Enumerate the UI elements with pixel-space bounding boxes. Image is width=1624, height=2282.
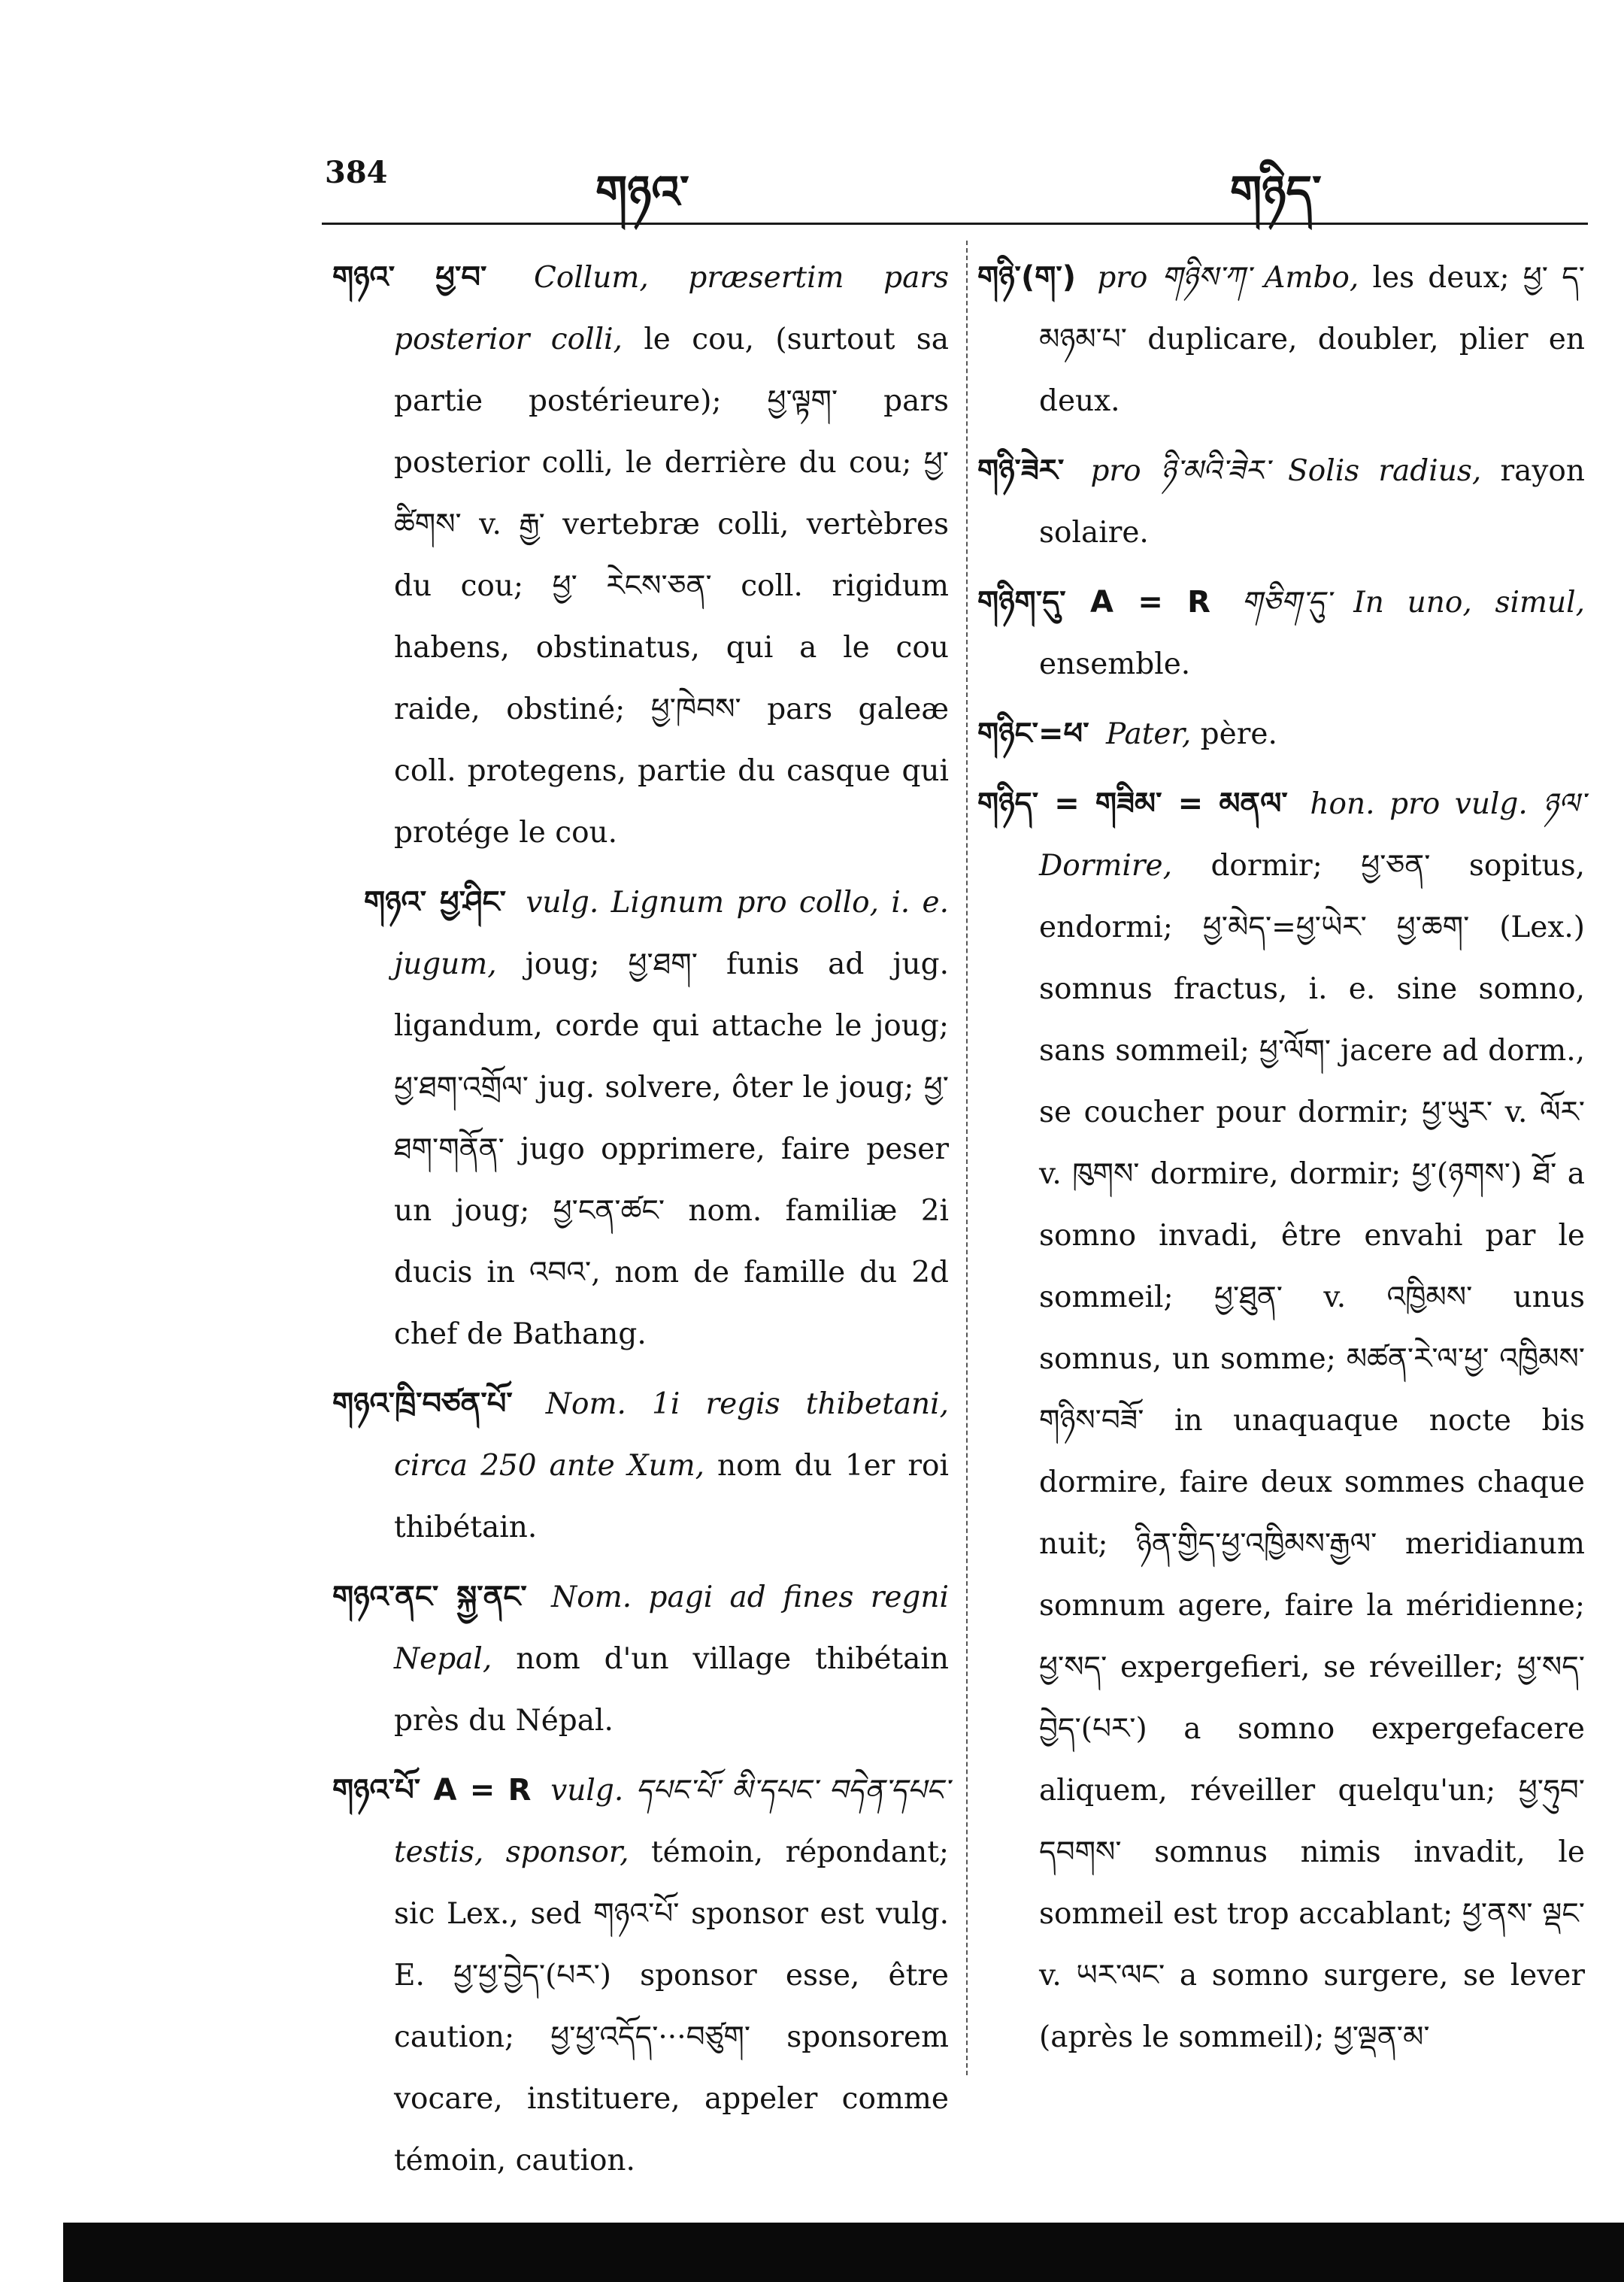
entry-headword: གཉའ་ཁྲི་བཙན་པོ་ — [332, 1386, 513, 1421]
dictionary-entry — [977, 247, 1585, 432]
dictionary-entry — [332, 1566, 949, 1752]
entry-french: le cou, (surtout sa partie postérieure); ཕྱ་ལྟག་ pars posterior colli, le derrière du cou; ཕྱ་ཚིགས་ v. རྒྱ་ vertebræ colli, vertèbres du cou; ཕྱ་ རེངས་ཅན་ coll. rigidum habens, obstinatus, qui a le cou raide, obstiné; ཕྱ་ཁེབས་ pars galeæ coll. protegens, partie du casque qui protége le cou. — [394, 323, 949, 850]
entry-headword: གཉའ་ནང་ སྐྱ་ནང་ — [332, 1580, 527, 1614]
running-head-left: གཉའ་ — [595, 166, 689, 219]
entry-headword: གཉིག་དུ་ A = R — [977, 585, 1210, 620]
right-column — [977, 247, 1585, 2076]
entry-headword: གཉི་(ག་) — [977, 260, 1077, 295]
entry-latin: hon. pro vulg. ཉལ་ Dormire, — [1039, 787, 1586, 883]
entry-headword: གཉའ་པོ་ A = R — [332, 1773, 532, 1808]
entry-headword: གཉའ་ ཕྱ་བ་ — [332, 260, 487, 295]
entry-latin: pro གཉིས་ཀ་ Ambo, — [1097, 261, 1359, 295]
entry-latin: Pater, — [1106, 717, 1192, 751]
column-divider — [966, 241, 968, 2075]
left-column — [332, 247, 949, 2199]
entry-headword: གཉིད་ = གཟིམ་ = མནལ་ — [977, 786, 1288, 821]
scan-footer-band — [63, 2223, 1624, 2282]
dictionary-entry — [332, 247, 949, 864]
page-number: 384 — [325, 155, 388, 190]
header-rule — [322, 223, 1588, 225]
entry-latin: Collum, præsertim pars posterior colli, — [394, 261, 950, 356]
entry-french: témoin, répondant; sic Lex., sed གཉའ་པོ་ sponsor est vulg. E. ཕྱ་ཕྱ་བྱེད་(པར་) sponsor esse, être caution; ཕྱ་ཕྱ་འདོད་···བཙུག་ sponsorem vocare, instituere, appeler comme témoin, caution. — [394, 1835, 950, 2177]
entry-french: nom d'un village thibétain près du Népal. — [394, 1642, 949, 1738]
entry-french: les deux; ཕྱ་ ད་མཉམ་པ་ duplicare, doubler, plier en deux. — [1039, 261, 1585, 418]
entry-latin: Nom. 1i regis thibetani, circa 250 ante Xum, — [394, 1387, 949, 1483]
running-head-right: གཉིད་ — [1230, 166, 1322, 219]
entry-latin: vulg. Lignum pro collo, i. e. jugum, — [394, 886, 949, 981]
entry-latin: Nom. pagi ad fines regni Nepal, — [394, 1580, 949, 1676]
entry-french: nom du 1er roi thibétain. — [394, 1449, 949, 1544]
dictionary-entry — [977, 440, 1585, 564]
dictionary-entry — [977, 703, 1585, 765]
entry-french: rayon solaire. — [1039, 454, 1585, 550]
dictionary-entry — [977, 773, 1585, 2068]
entry-latin: གཅིག་དུ་ In uno, simul, — [1241, 586, 1585, 620]
entry-headword: གཉའ་ ཕྱ་ཤིང་ — [364, 885, 506, 920]
entry-headword: གཉི་ཟེར་ — [977, 453, 1065, 488]
dictionary-entry — [977, 571, 1585, 696]
entry-latin: vulg. དཔང་པོ་ མི་དཔང་ བདེན་དཔང་ testis, sponsor, — [394, 1774, 949, 1869]
entry-french: joug; ཕྱ་ཐག་ funis ad jug. ligandum, corde qui attache le joug; ཕྱ་ཐག་འགྲོལ་ jug. solvere, ôter le joug; ཕྱ་ཐག་གནོན་ jugo opprimere, faire peser un joug; ཕྱ་ངན་ཚང་ nom. familiæ 2i ducis in འབའ་, nom de famille du 2d chef de Bathang. — [394, 947, 949, 1351]
entry-french: dormir; ཕྱ་ཅན་ sopitus, endormi; ཕྱ་མེད་=ཕྱ་ཡེར་ ཕྱ་ཆག་ (Lex.) somnus fractus, i. e. sine somno, sans sommeil; ཕྱ་ལོག་ jacere ad dorm., se coucher pour dormir; ཕྱ་ཡུར་ v. ལོར་ v. ཁུགས་ dormire, dormir; ཕྱ་(ཉགས་) ཐོ་ a somno invadi, être envahi par le sommeil; ཕྱ་ཐུན་ v. འཁྱིམས་ unus somnus, un somme; མཚན་རེ་ལ་ཕྱ་ འཁྱིམས་གཉིས་བཟོ་ in unaquaque nocte bis dormire, faire deux sommes chaque nuit; ཉིན་གྱིད་ཕྱ་འཁྱིམས་རྒྱལ་ meridianum somnum agere, faire la méridienne; ཕྱ་སད་ expergefieri, se réveiller; ཕྱ་སད་བྱེད་(པར་) a somno expergefacere aliquem, réveiller quelqu'un; ཕྱ་ཧུབ་དབགས་ somnus nimis invadit, le sommeil est trop accablant; ཕྱ་ནས་ ལྡང་ v. ཡར་ལང་ a somno surgere, se lever (après le sommeil); ཕྱ་ལྡན་མ་ — [1039, 849, 1586, 2054]
dictionary-entry — [332, 871, 949, 1365]
entry-french: père. — [1200, 717, 1277, 751]
dictionary-entry — [332, 1373, 949, 1559]
dictionary-entry — [332, 1759, 949, 2192]
entry-headword: གཉིང་=ཕ་ — [977, 717, 1089, 751]
entry-latin: pro ཉི་མའི་ཟེར་ Solis radius, — [1090, 454, 1482, 488]
entry-french: ensemble. — [1039, 647, 1191, 681]
